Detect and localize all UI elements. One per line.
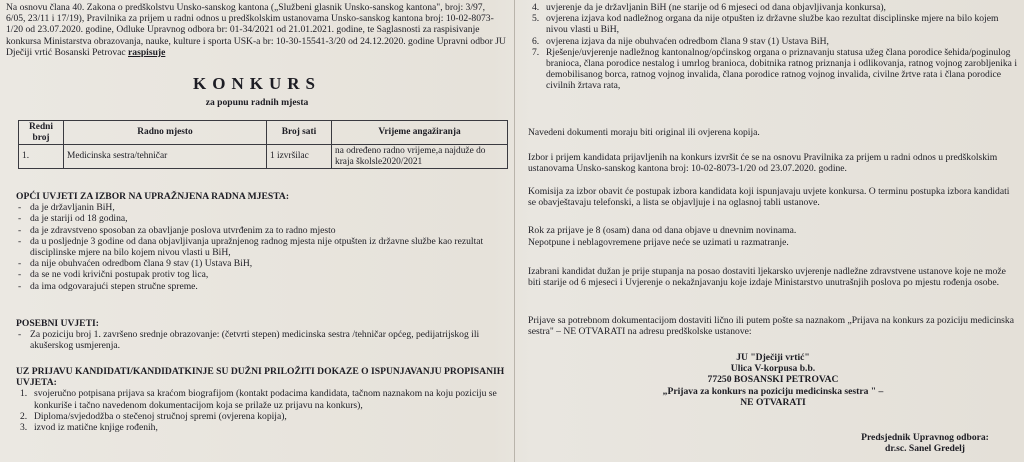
intro-text: Na osnovu člana 40. Zakona o predškolstvu Unsko-sanskog kantona („Službeni glasnik Unsko-sanskog kantona", broj: 3/97, 6/05, 23/11 i 17/19), Pravilnika za prijem u radni odnos u predškolskim ustanovama Unsko-sanskog kantona broj: 10-02-8073-1/20 od 23.07.2020. godine, Odluke Upravnog odbora br: 01-34/2021 od 21.01.2021. godine, te Saglasnosti za raspisivanje konkursa Ministarstva obrazovanja, nauke, kulture i sporta USK-a br: 10-30-15541-3/20 od 24.12.2020. godine Upravni odbor JU Dječiji vrtić Bosanski Petrovac bbox=[6, 2, 506, 58]
originals-note: Navedeni dokumenti moraju biti original ili ovjerena kopija. bbox=[528, 127, 760, 138]
signature-block bbox=[830, 432, 1020, 454]
list-item: 5. ovjerena izjava kod nadležnog organa da nije otpušten iz državne službe kao rezultat disciplinske mjere na bilo kojem nivou vlasti u BiH, bbox=[532, 13, 999, 36]
selection-paragraph: Izbor i prijem kandidata prijavljenih na konkurs izvršit će se na osnovu Pravilnika za prijem u radni odnos u predškolskim ustanovama Unsko-sanskog kantona broj: 10-02-8073-1/20 od 23.07.2020. godine. bbox=[528, 152, 998, 175]
col-header-number: Redni broj bbox=[19, 121, 64, 145]
cell-hours: 1 izvršilac bbox=[267, 145, 332, 169]
address-line: NE OTVARATI bbox=[740, 396, 806, 408]
special-conditions bbox=[16, 318, 506, 352]
selected-candidate-paragraph: Izabrani kandidat dužan je prije stupanja na posao dostaviti ljekarsko uvjerenje nadležne zdravstvene ustanove koje ne može biti starije od 6 mjeseci i Uvjerenje o nekažnjavanju koje izdaje Ministarstvo unutrašnjih poslova po mjestu rođenja osobe. bbox=[528, 266, 1006, 289]
docs-list-continued bbox=[528, 2, 1018, 92]
special-heading: POSEBNI UVJETI: bbox=[16, 318, 99, 329]
col-header-engagement: Vrijeme angažiranja bbox=[332, 121, 508, 145]
commission-paragraph: Komisija za izbor obavit će postupak izbora kandidata koji ispunjavaju uvjete konkursa. O terminu postupka izbora kandidati se obavještavaju telefonski, a lista se objavljuje i na oglasnoj tabli ustanove. bbox=[528, 186, 1010, 209]
list-item: - da ima odgovarajući stepen stručne spreme. bbox=[16, 281, 506, 292]
list-item: 4. uvjerenje da je državljanin BiH (ne starije od 6 mjeseci od dana objavljivanja konkursa), bbox=[532, 2, 886, 13]
cell-position: Medicinska sestra/tehničar bbox=[64, 145, 267, 169]
general-heading: OPĆI UVJETI ZA IZBOR NA UPRAŽNJENA RADNA MJESTA: bbox=[16, 191, 290, 202]
page-subtitle: za popunu radnih mjesta bbox=[205, 97, 309, 108]
list-item: - da nije obuhvaćen odredbom člana 9 stav (1) Ustava BiH, bbox=[16, 258, 506, 269]
address-block bbox=[528, 352, 1018, 408]
signature-title: Predsjednik Upravnog odbora: bbox=[861, 432, 989, 443]
special-list bbox=[16, 329, 506, 351]
positions-table bbox=[18, 120, 508, 169]
table-row bbox=[19, 145, 508, 169]
signature-name: dr.sc. Sanel Gredelj bbox=[885, 443, 965, 455]
table-header-row bbox=[19, 121, 508, 145]
list-item: - da je zdravstveno sposoban za obavljanje poslova utvrđenim za to radno mjesto bbox=[16, 225, 506, 236]
list-item: 2. Diploma/svjedodžba o stečenoj stručnoj spremi (ovjerena kopija), bbox=[20, 410, 287, 422]
address-line: „Prijava za konkurs na poziciju medicinska sestra " – bbox=[662, 385, 884, 397]
page-title: KONKURS bbox=[193, 74, 321, 93]
left-column bbox=[4, 0, 510, 462]
list-item: - da u posljednje 3 godine od dana objavljivanja upražnjenog radnog mjesta nije otpušten iz državne službe kao rezultat disciplinske mjere na bilo kojem nivou vlasti u BiH, bbox=[16, 236, 506, 258]
column-divider bbox=[514, 0, 515, 462]
general-list bbox=[16, 202, 506, 292]
list-item: 1. svojeručno potpisana prijava sa kraćom biografijom (kontakt podacima kandidata, tačnom naznakom na koju poziciju se konkuriše i tačno navedenom dokumentacijom koja se prilaže uz prijavu na konkurs), bbox=[20, 388, 497, 411]
col-header-hours: Broj sati bbox=[267, 121, 332, 145]
list-item: 7. Rješenje/uvjerenje nadležnog kantonalnog/općinskog organa o priznavanju statusa užeg člana porodice šehida/poginulog branioca, člana porodice nestalog i umrlog branioca, dobitnika ratnog priznanja i odlikovanja, ratnog vojnog zarobljenika i demobilisanog borca, ratnog vojnog invalida, člana porodice ratnog vojnog invalida, civilne žrtve rata i člana porodice civilnih žrtava rata, bbox=[532, 46, 1018, 92]
required-documents bbox=[16, 366, 506, 433]
general-conditions bbox=[16, 191, 506, 292]
list-item: 6. ovjerena izjava da nije obuhvaćen odredbom člana 9 stav (1) Ustava BiH, bbox=[532, 35, 829, 47]
col-header-position: Radno mjesto bbox=[64, 121, 267, 145]
cell-number: 1. bbox=[19, 145, 64, 169]
docs-heading: UZ PRIJAVU KANDIDATI/KANDIDATKINJE SU DUŽNI PRILOŽITI DOKAZE O ISPUNJAVANJU PROPISANIH UVJETA: bbox=[16, 366, 505, 389]
intro-paragraph bbox=[6, 2, 506, 58]
right-column bbox=[520, 0, 1020, 462]
incomplete-line: Nepotpune i neblagovremene prijave neće se uzimati u razmatranje. bbox=[528, 237, 789, 248]
deadline-line: Rok za prijave je 8 (osam) dana od dana objave u dnevnim novinama. bbox=[528, 225, 797, 236]
address-line: Ulica V-korpusa b.b. bbox=[730, 363, 816, 375]
list-item: 3. izvod iz matične knjige rođenih, bbox=[20, 422, 158, 434]
submission-paragraph: Prijave sa potrebnom dokumentacijom dostaviti lično ili putem pošte sa naznakom „Prijava na konkurs za poziciju medicinska sestra" – NE OTVARATI na adresu predškolske ustanove: bbox=[528, 315, 1014, 338]
list-item: - da je državljanin BiH, bbox=[16, 202, 506, 213]
list-item: - da se ne vodi krivični postupak protiv tog lica, bbox=[16, 269, 506, 280]
intro-raspisuje: raspisuje bbox=[128, 46, 166, 58]
address-line: JU "Dječiji vrtić" bbox=[736, 352, 810, 363]
address-line: 77250 BOSANSKI PETROVAC bbox=[707, 374, 839, 386]
docs-list bbox=[16, 388, 506, 433]
cell-engagement: na određeno radno vrijeme,a najduže do kraja školsle2020/2021 bbox=[332, 145, 508, 169]
list-item: - Za poziciju broj 1. završeno srednje obrazovanje: (četvrti stepen) medicinska sestra /tehničar općeg, pedijatrijskog ili akušerskog usmjerenja. bbox=[16, 329, 506, 351]
list-item: - da je stariji od 18 godina, bbox=[16, 213, 506, 224]
